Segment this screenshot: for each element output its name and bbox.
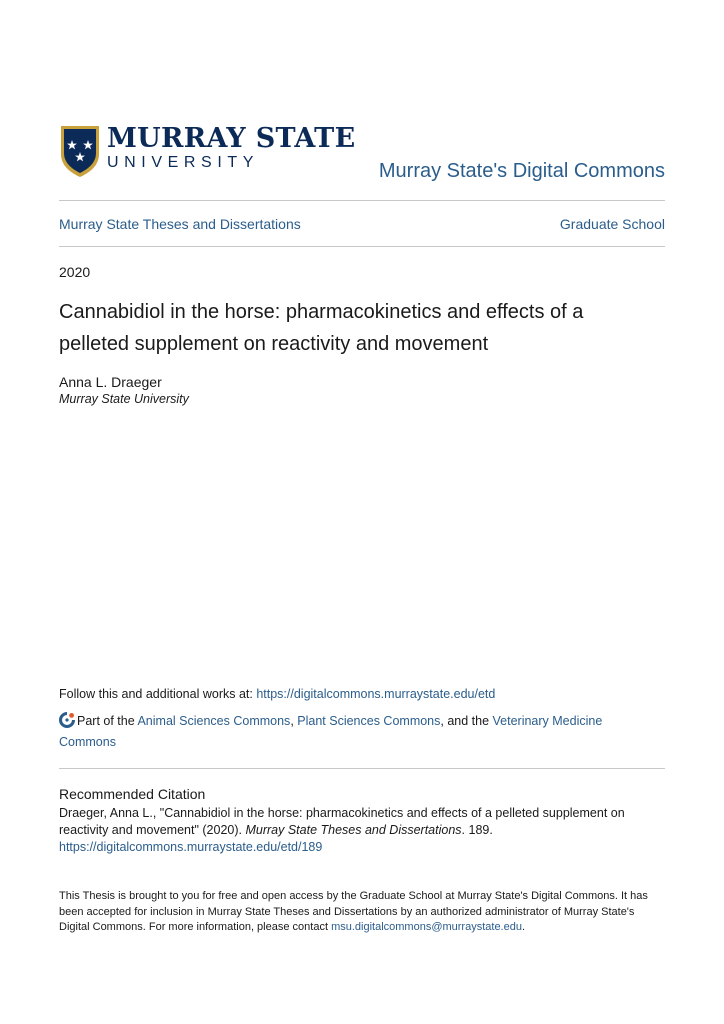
- author-affiliation: Murray State University: [59, 392, 189, 406]
- period: .: [521, 921, 526, 933]
- shield-icon: [59, 124, 101, 178]
- part-of-label: Part of the: [77, 714, 138, 728]
- separator: ,: [290, 714, 298, 728]
- citation-series: Murray State Theses and Dissertations: [245, 823, 462, 837]
- follow-label: Follow this and additional works at:: [59, 687, 257, 701]
- part-of-line: [59, 711, 659, 753]
- animal-sciences-link[interactable]: Animal Sciences Commons: [137, 714, 291, 728]
- publication-year: 2020: [59, 264, 91, 280]
- divider: [59, 200, 665, 201]
- citation-heading: Recommended Citation: [59, 786, 206, 802]
- separator: , and the: [440, 714, 493, 728]
- citation-url-link[interactable]: https://digitalcommons.murraystate.edu/etd/189: [59, 840, 323, 854]
- header: [59, 124, 665, 184]
- divider: [59, 768, 665, 769]
- network-icon: [59, 712, 75, 728]
- veterinary-medicine-link[interactable]: Veterinary Medicine Commons: [59, 714, 603, 749]
- citation-body: [59, 805, 665, 856]
- divider: [59, 246, 665, 247]
- follow-line: [59, 687, 495, 701]
- citation-text: Draeger, Anna L., "Cannabidiol in the horse: pharmacokinetics and effects of a pelleted supplement on reactivity and movement" (2020).: [59, 806, 625, 837]
- logo-title: MURRAY STATE: [107, 123, 356, 154]
- logo-subtitle: UNIVERSITY: [107, 154, 260, 171]
- plant-sciences-link[interactable]: Plant Sciences Commons: [297, 714, 441, 728]
- access-notice-text: This Thesis is brought to you for free and open access by the Graduate School at Murray State's Digital Commons. It has been accepted for inclusion in Murray State Theses and Dissertations by an authorized administrator of Murray State's Digital Commons. For more information, please contact: [59, 890, 648, 933]
- citation-number: . 189.: [461, 823, 493, 837]
- school-link[interactable]: Graduate School: [559, 216, 665, 232]
- collection-link[interactable]: Murray State Theses and Dissertations: [59, 216, 301, 232]
- author-name: Anna L. Draeger: [59, 374, 162, 390]
- access-notice: [59, 889, 665, 936]
- paper-title: Cannabidiol in the horse: pharmacokinetics and effects of a pelleted supplement on reactivity and movement: [59, 301, 584, 355]
- follow-url-link[interactable]: https://digitalcommons.murraystate.edu/etd: [256, 687, 496, 701]
- contact-email-link[interactable]: msu.digitalcommons@murraystate.edu: [331, 921, 522, 933]
- repository-link[interactable]: Murray State's Digital Commons: [378, 160, 665, 182]
- university-logo[interactable]: [59, 124, 355, 178]
